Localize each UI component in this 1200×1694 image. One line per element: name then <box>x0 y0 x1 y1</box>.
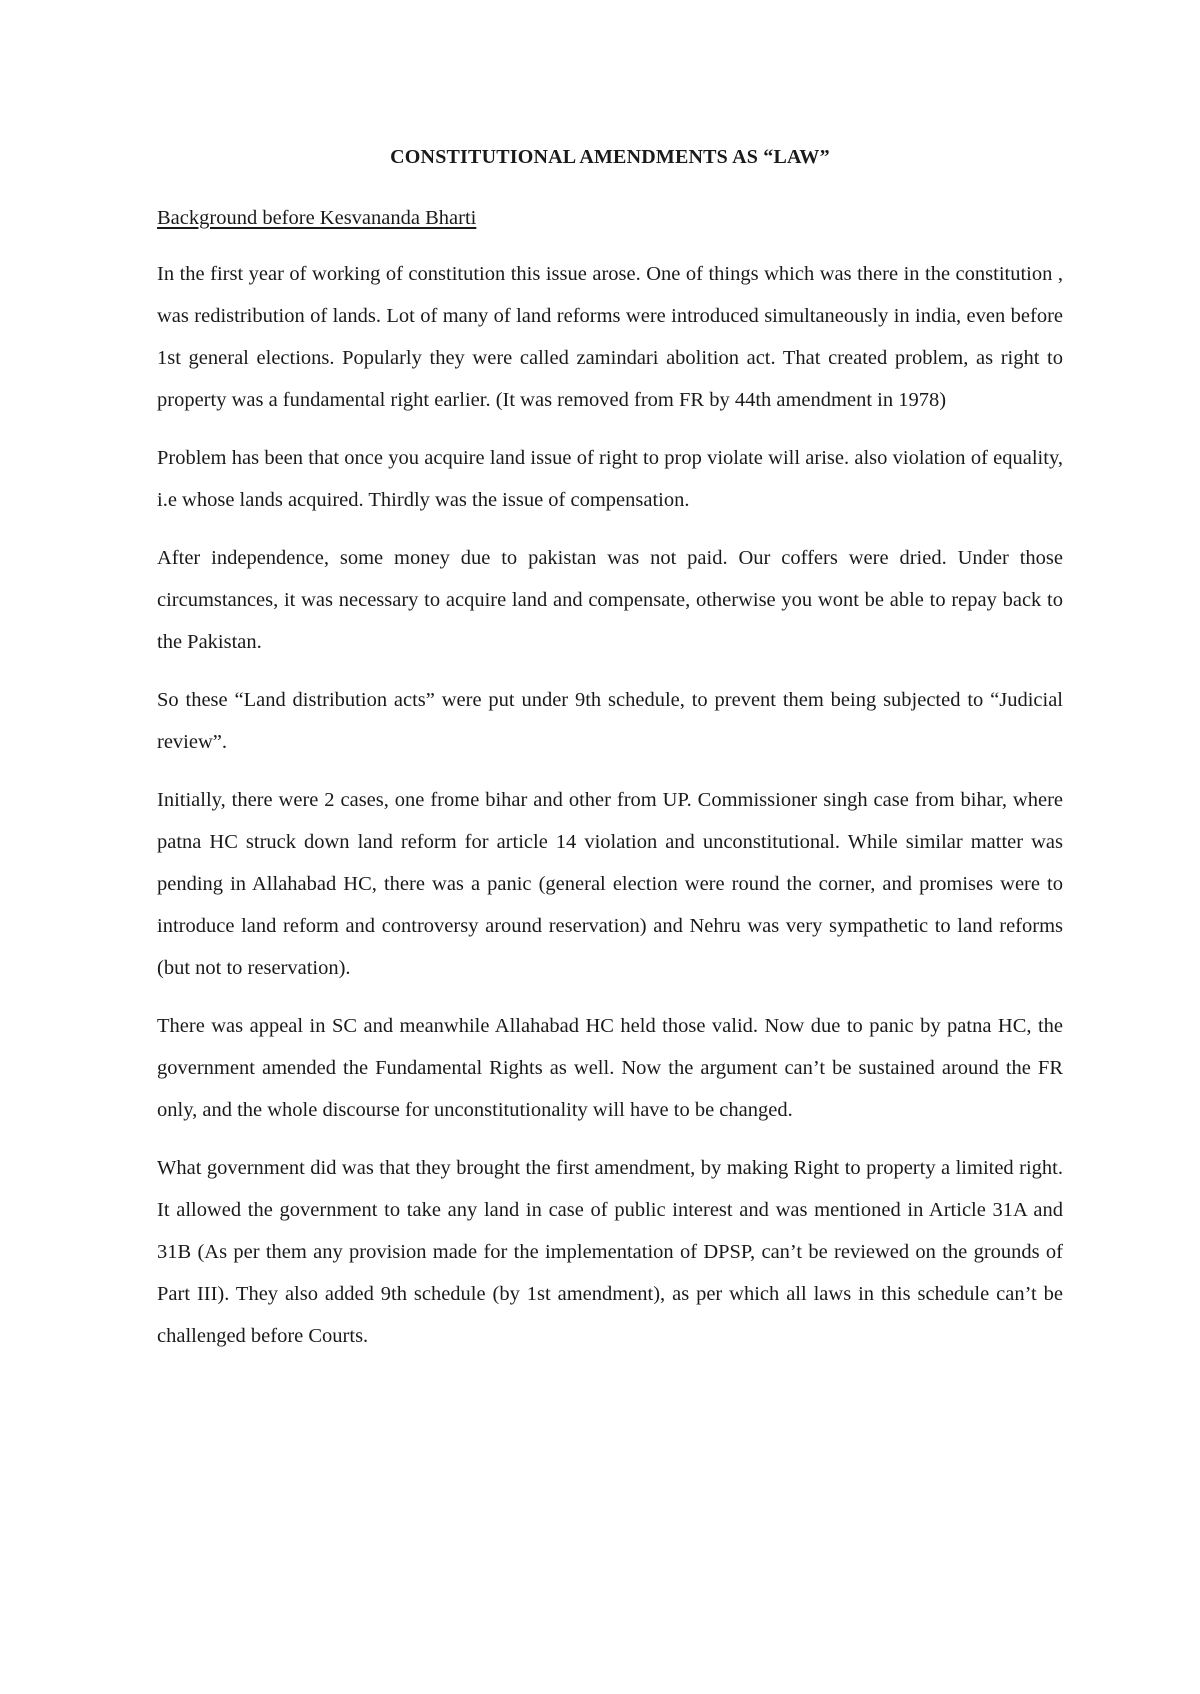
document-body <box>157 146 1063 1373</box>
paragraph-2: Problem has been that once you acquire land issue of right to prop violate will arise. also violation of equality, i.e whose lands acquired. Thirdly was the issue of compensation. <box>157 447 1063 511</box>
paragraph-4: So these “Land distribution acts” were put under 9th schedule, to prevent them being subjected to “Judicial review”. <box>157 689 1063 753</box>
paragraph-1: In the first year of working of constitution this issue arose. One of things which was there in the constitution , was redistribution of lands. Lot of many of land reforms were introduced simultaneously in india, even before 1st general elections. Popularly they were called zamindari abolition act. That created problem, as right to property was a fundamental right earlier. (It was removed from FR by 44th amendment in 1978) <box>157 263 1063 411</box>
paragraph-7: What government did was that they brought the first amendment, by making Right to property a limited right. It allowed the government to take any land in case of public interest and was mentioned in Article 31A and 31B (As per them any provision made for the implementation of DPSP, can’t be reviewed on the grounds of Part III). They also added 9th schedule (by 1st amendment), as per which all laws in this schedule can’t be challenged before Courts. <box>157 1157 1063 1347</box>
document-title: CONSTITUTIONAL AMENDMENTS AS “LAW” <box>390 146 830 168</box>
paragraph-6: There was appeal in SC and meanwhile Allahabad HC held those valid. Now due to panic by patna HC, the government amended the Fundamental Rights as well. Now the argument can’t be sustained around the FR only, and the whole discourse for unconstitutionality will have to be changed. <box>157 1015 1063 1121</box>
paragraph-5: Initially, there were 2 cases, one frome bihar and other from UP. Commissioner singh case from bihar, where patna HC struck down land reform for article 14 violation and unconstitutional. While similar matter was pending in Allahabad HC, there was a panic (general election were round the corner, and promises were to introduce land reform and controversy around reservation) and Nehru was very sympathetic to land reforms (but not to reservation). <box>157 789 1063 979</box>
paragraph-3: After independence, some money due to pakistan was not paid. Our coffers were dried. Under those circumstances, it was necessary to acquire land and compensate, otherwise you wont be able to repay back to the Pakistan. <box>157 547 1063 653</box>
section-heading: Background before Kesvananda Bharti <box>157 207 477 229</box>
